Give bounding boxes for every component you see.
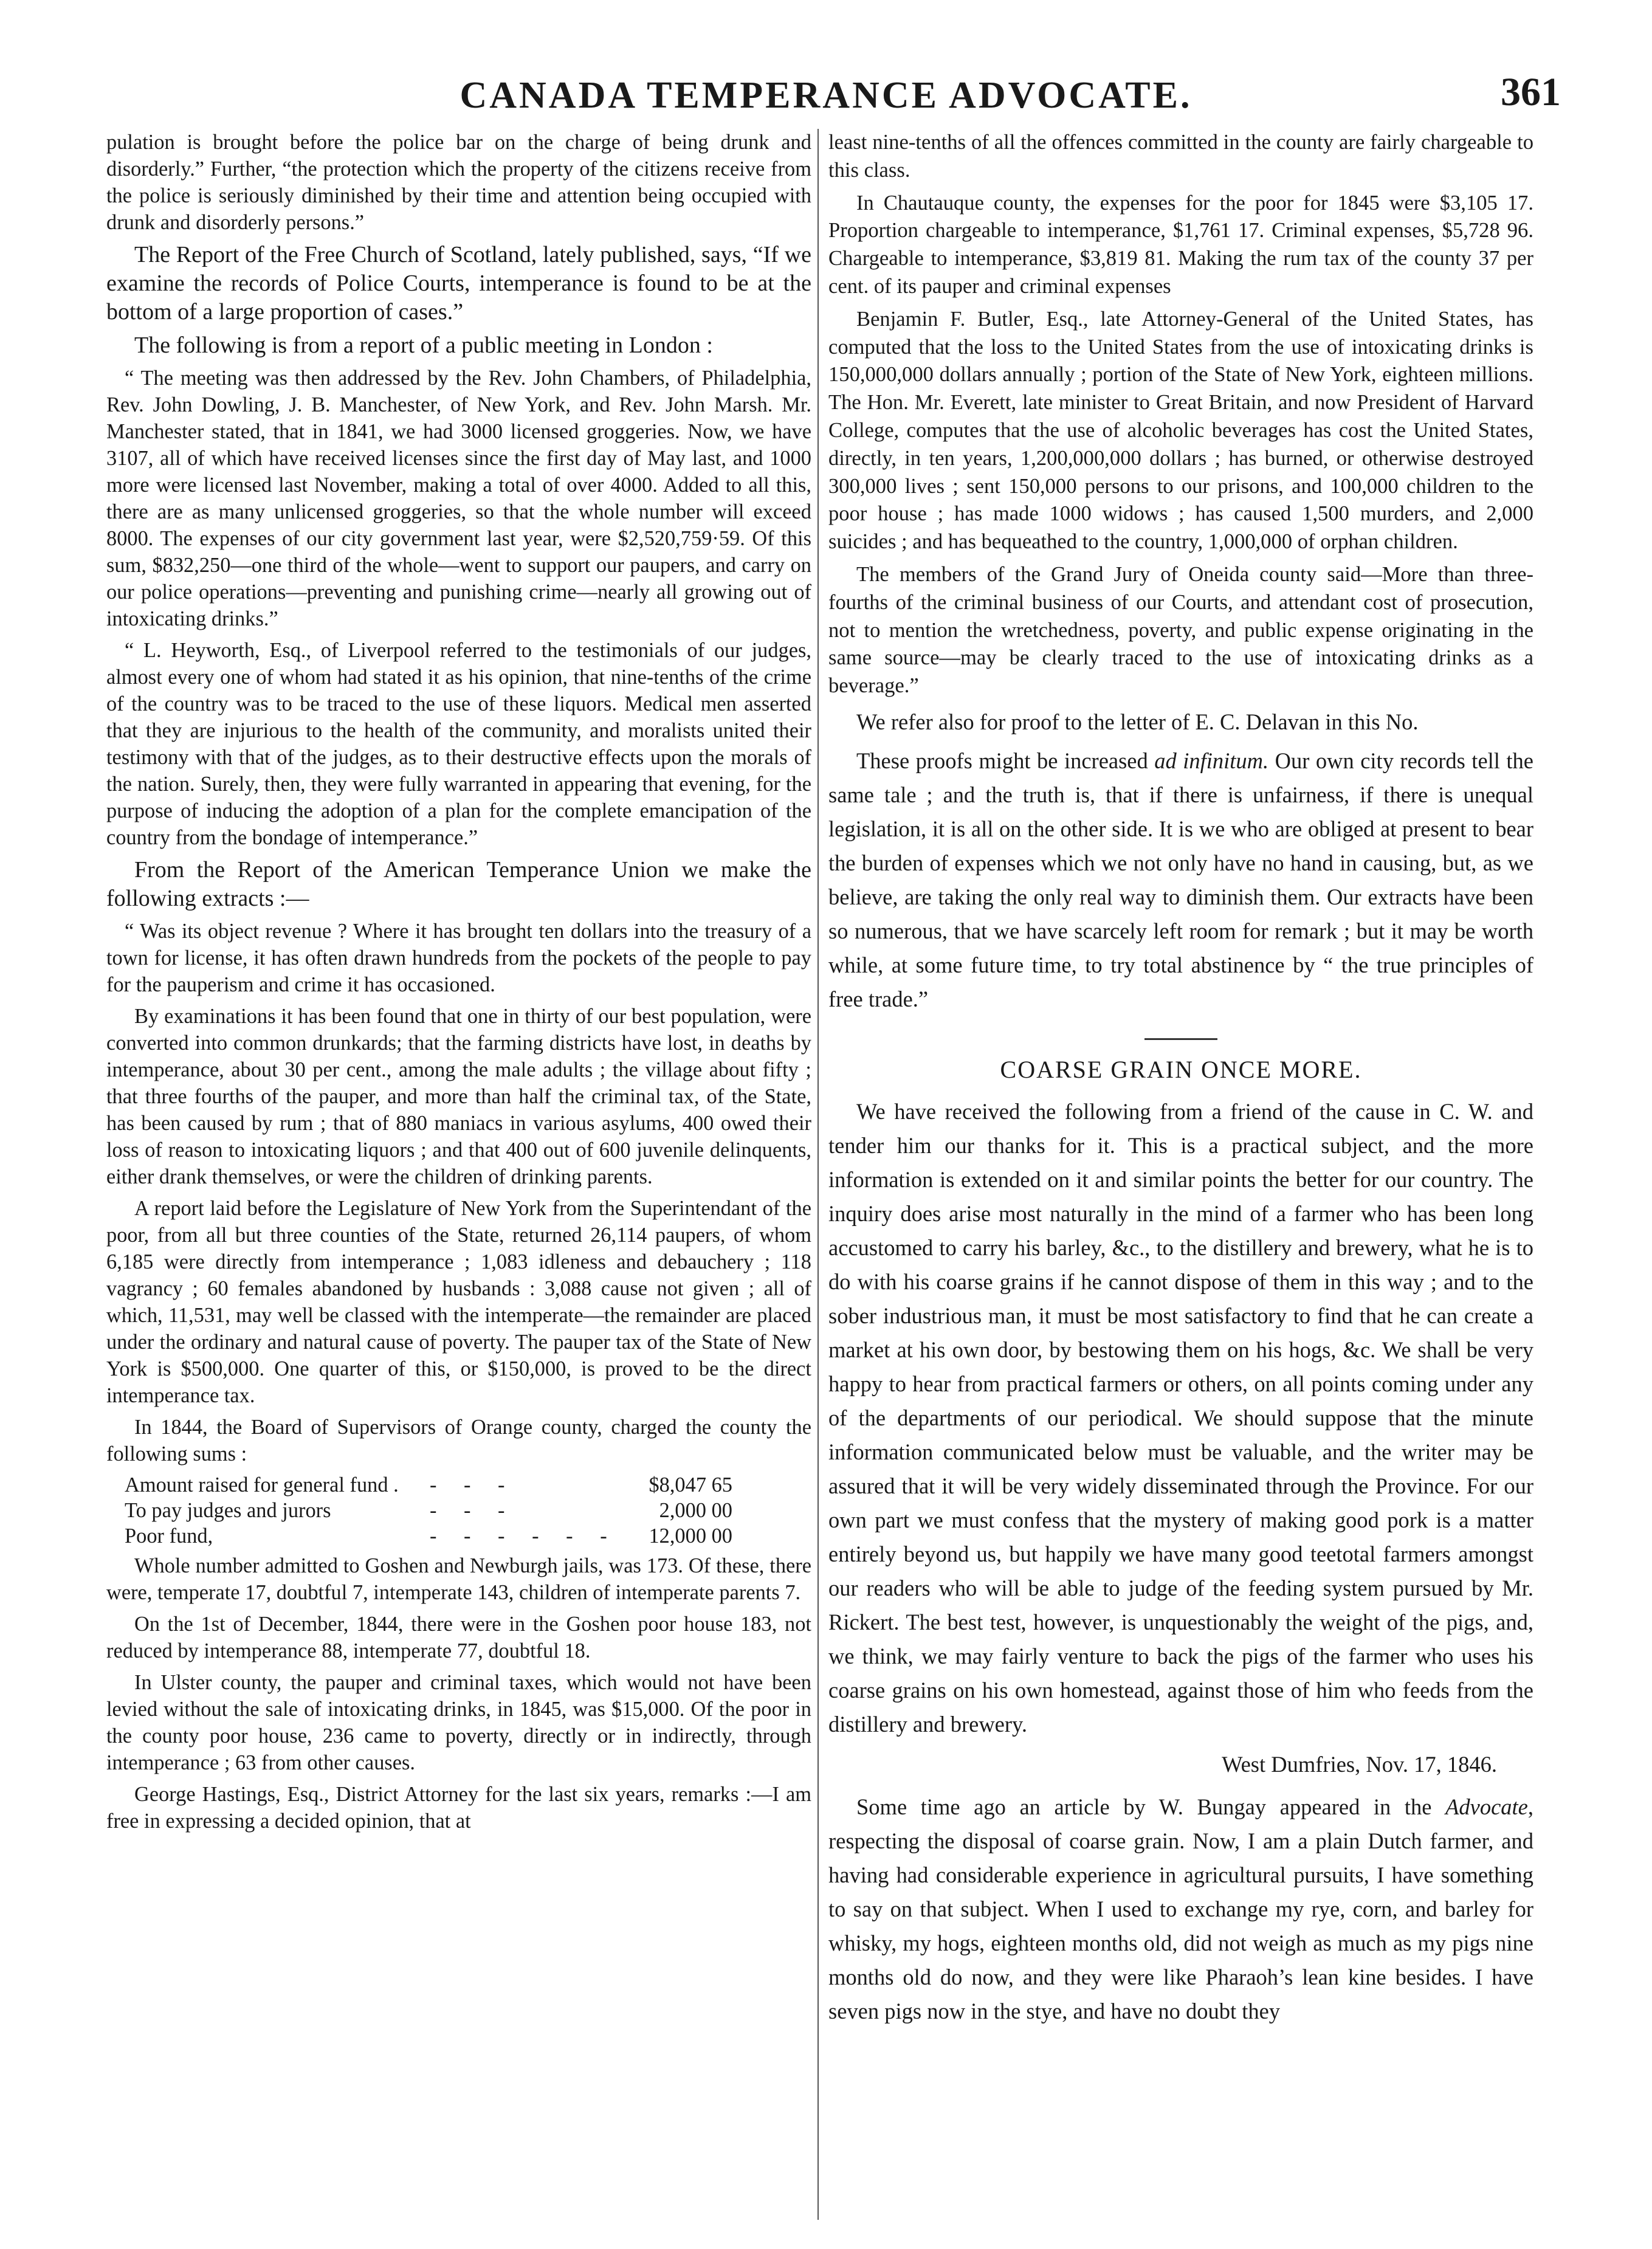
quoted-paragraph: “ The meeting was then addressed by the Rev. John Chambers, of Philadelphia, Rev. John Dowling, J. B. Manchester, of New York, and Rev. John Marsh. Mr. Manchester stated, that in 1841, we had 3000 licensed groggeries. Now, we have 3107, all of which have received licenses since the first day of May last, and 1000 more were licensed last November, making a total of over 4000. Added to all this, there are as many unlicensed groggeries, so that the whole number will exceed 8000. The expenses of our city government last year, were $2,520,759·59. Of this sum, $832,250—one third of the whole—went to support our paupers, and carry on our police operations—preventing and punishing crime—nearly all growing out of intoxicating drinks.” [106,367,811,630]
paragraph: From the Report of the American Temperance Union we make the following extracts :— [106,857,811,911]
leader-dots: - - - [429,1473,516,1496]
text-run: These proofs might be increased [856,748,1155,773]
paragraph [828,744,1533,1016]
italic-text: ad infinitum. [1154,748,1269,773]
quoted-paragraph: “ L. Heyworth, Esq., of Liverpool referred to the testimonials of our judges, almost every one of whom had stated it as his opinion, that nine-tenths of the crime of the country was to be traced to the use of these liquors. Medical men asserted that they are injurious to the health of the community, and moralists united their testimony with that of the judges, as to their destructive effects upon the morals of the nation. Surely, then, they were fully warranted in appearing that evening, for the purpose of inducing the adoption of a plan for the complete emancipation of the country from the bondage of intemperance.” [106,639,811,849]
italic-text: Advocate [1445,1794,1528,1819]
paragraph: The members of the Grand Jury of Oneida county said—More than three-fourths of the criminal business of our Courts, and attendant cost of prosecution, not to mention the wretchedness, poverty, and public expense originating in the same source—may be clearly traced to the use of intoxicating drinks as a beverage.” [828,562,1533,698]
leader-dots: - - - - - - [429,1524,618,1548]
text-run: Our own city records tell the same tale ; and the truth is, that if there is unfairness, if there is unequal legislation, it is all on the other side. It is we who are obliged at present to bear the burden of expenses which we not only have no hand in causing, but, as we believe, are taking the only real way to diminish them. Our extracts have been so numerous, that we have scarcely left room for remark ; but it may be worth while, at some future time, to try total abstinence by “ the true principles of free trade.” [828,748,1533,1011]
section-heading: COARSE GRAIN ONCE MORE. [1000,1055,1362,1083]
table-row [125,1523,732,1549]
table-row [125,1498,732,1523]
row-amount: 2,000 00 [659,1499,732,1522]
paragraph: A report laid before the Legislature of New York from the Superintendant of the poor, from all but three counties of the State, returned 26,114 paupers, of whom 6,185 were directly from intemperance ; 1,083 idleness and debauchery ; 118 vagrancy ; 60 females abandoned by husbands : 3,088 cause not given ; all of which, 11,531, may well be classed with the intemperate—the remainder are placed under the ordinary and natural cause of poverty. The pauper tax of the State of New York is $500,000. One quarter of this, or $150,000, is proved to be the direct intemperance tax. [106,1197,811,1407]
row-label: To pay judges and jurors [125,1499,331,1522]
publication-title: CANADA TEMPERANCE ADVOCATE. [459,75,1193,116]
paragraph: least nine-tenths of all the offences committed in the county are fairly chargeable to this class. [828,131,1533,182]
text-run: Some time ago an article by W. Bungay appeared in the [856,1794,1446,1819]
paragraph: Whole number admitted to Goshen and Newburgh jails, was 173. Of these, there were, temperate 17, doubtful 7, intemperate 143, children of intemperate parents 7. [106,1554,811,1604]
paragraph: We refer also for proof to the letter of E. C. Delavan in this No. [856,709,1419,734]
paragraph: Benjamin F. Butler, Esq., late Attorney-General of the United States, has computed that the loss to the United States from the use of intoxicating drinks is 150,000,000 dollars annually ; portion of the State of New York, eighteen millions. The Hon. Mr. Everett, late minister to Great Britain, and now President of Harvard College, computes that the use of alcoholic beverages has cost the United States, directly, in ten years, 1,200,000,000 dollars ; has burned, or otherwise destroyed 300,000 lives ; sent 150,000 persons to our prisons, and 100,000 children to the poor house ; has made 1000 widows ; has caused 1,500 murders, and 2,000 suicides ; and has bequeathed to the country, 1,000,000 of orphan children. [828,307,1533,554]
leader-dots: - - - [429,1499,516,1522]
paragraph: pulation is brought before the police bar on the charge of being drunk and disorderly.” Further, “the protection which the property of the citizens receive from the police is seriously diminished by their time and attention being occupied with drunk and disorderly persons.” [106,131,811,234]
dateline: West Dumfries, Nov. 17, 1846. [1222,1751,1497,1777]
paragraph: In 1844, the Board of Supervisors of Orange county, charged the county the following sums : [106,1416,811,1465]
expense-table [125,1472,732,1549]
right-column [828,129,1533,2220]
left-column [106,129,811,2220]
page-number: 361 [1501,70,1561,114]
paragraph: We have received the following from a friend of the cause in C. W. and tender him our thanks for it. This is a practical subject, and the more information is extended on it and similar points the better for our country. The inquiry does arise most naturally in the mind of a farmer who has been long accustomed to carry his barley, &c., to the distillery and brewery, what he is to do with his coarse grains if he cannot dispose of them in this way ; and to the sober industrious man, it must be most satisfactory to find that he can create a market at his own door, by bestowing them on his hogs, &c. We shall be very happy to hear from practical farmers or others, on all points coming under any of the departments of our periodical. We should suppose that the minute information communicated below must be valuable, and the writer may be assured that it will be very widely disseminated through the Province. For our own part we must confess that the mystery of making good pork is a matter entirely beyond us, but happily we have many good teetotal farmers amongst our readers who will be able to judge of the feeding system pursued by Mr. Rickert. The best test, however, is unquestionably the weight of the pigs, and, we think, we may fairly venture to back the pigs of the farmer who uses his coarse grains on his own homestead, against those of him who feeds from the distillery and brewery. [828,1098,1533,1737]
paragraph: By examinations it has been found that one in thirty of our best population, were converted into common drunkards; that the farming districts have lost, in deaths by intemperance, about 30 per cent., among the male adults ; the village about fifty ; that three fourths of the pauper, and more than half the criminal tax, of the State, has been caused by rum ; that of 880 maniacs in various asylums, 400 owed their loss of reason to intoxicating liquors ; and that 400 out of 600 juvenile delinquents, either drank themselves, or were the children of drinking parents. [106,1005,811,1188]
paragraph: On the 1st of December, 1844, there were in the Goshen poor house 183, not reduced by intemperance 88, intemperate 77, doubtful 18. [106,1613,811,1662]
section-rule [1144,1038,1217,1040]
paragraph: In Ulster county, the pauper and criminal taxes, which would not have been levied without the sale of intoxicating drinks, in 1845, was $15,000. Of the poor in the county poor house, 236 came to poverty, directly or in indirectly, through intemperance ; 63 from other causes. [106,1671,811,1774]
column-divider [817,129,819,2220]
paragraph: In Chautauque county, the expenses for the poor for 1845 were $3,105 17. Proportion chargeable to intemperance, $1,761 17. Criminal expenses, $5,728 96. Chargeable to intemperance, $3,819 81. Making the rum tax of the county 37 per cent. of its pauper and criminal expenses [828,191,1533,298]
paragraph: George Hastings, Esq., District Attorney for the last six years, remarks :—I am free in expressing a decided opinion, that at [106,1783,811,1833]
row-amount: $8,047 65 [649,1473,732,1496]
paragraph: The following is from a report of a public meeting in London : [134,332,713,358]
paragraph [828,1790,1533,2028]
table-row [125,1472,732,1498]
text-run: , respecting the disposal of coarse grain. Now, I am a plain Dutch farmer, and having had considerable experience in agricultural pursuits, I have something to say on that subject. When I used to exchange my rye, corn, and barley for whisky, my hogs, eighteen months old, did not weigh as much as my pigs nine months old do now, and they were like Pharaoh’s lean kine besides. I have seven pigs now in the stye, and have no doubt they [828,1794,1533,2023]
row-amount: 12,000 00 [649,1524,732,1548]
quoted-paragraph: “ Was its object revenue ? Where it has brought ten dollars into the treasury of a town for license, it has often drawn hundreds from the pockets of the people to pay for the pauperism and crime it has occasioned. [106,920,811,996]
row-label: Amount raised for general fund . [125,1473,399,1496]
page-header [91,61,1561,128]
paragraph: The Report of the Free Church of Scotland, lately published, says, “If we examine the records of Police Courts, intemperance is found to be at the bottom of a large proportion of cases.” [106,242,811,325]
row-label: Poor fund, [125,1524,213,1548]
